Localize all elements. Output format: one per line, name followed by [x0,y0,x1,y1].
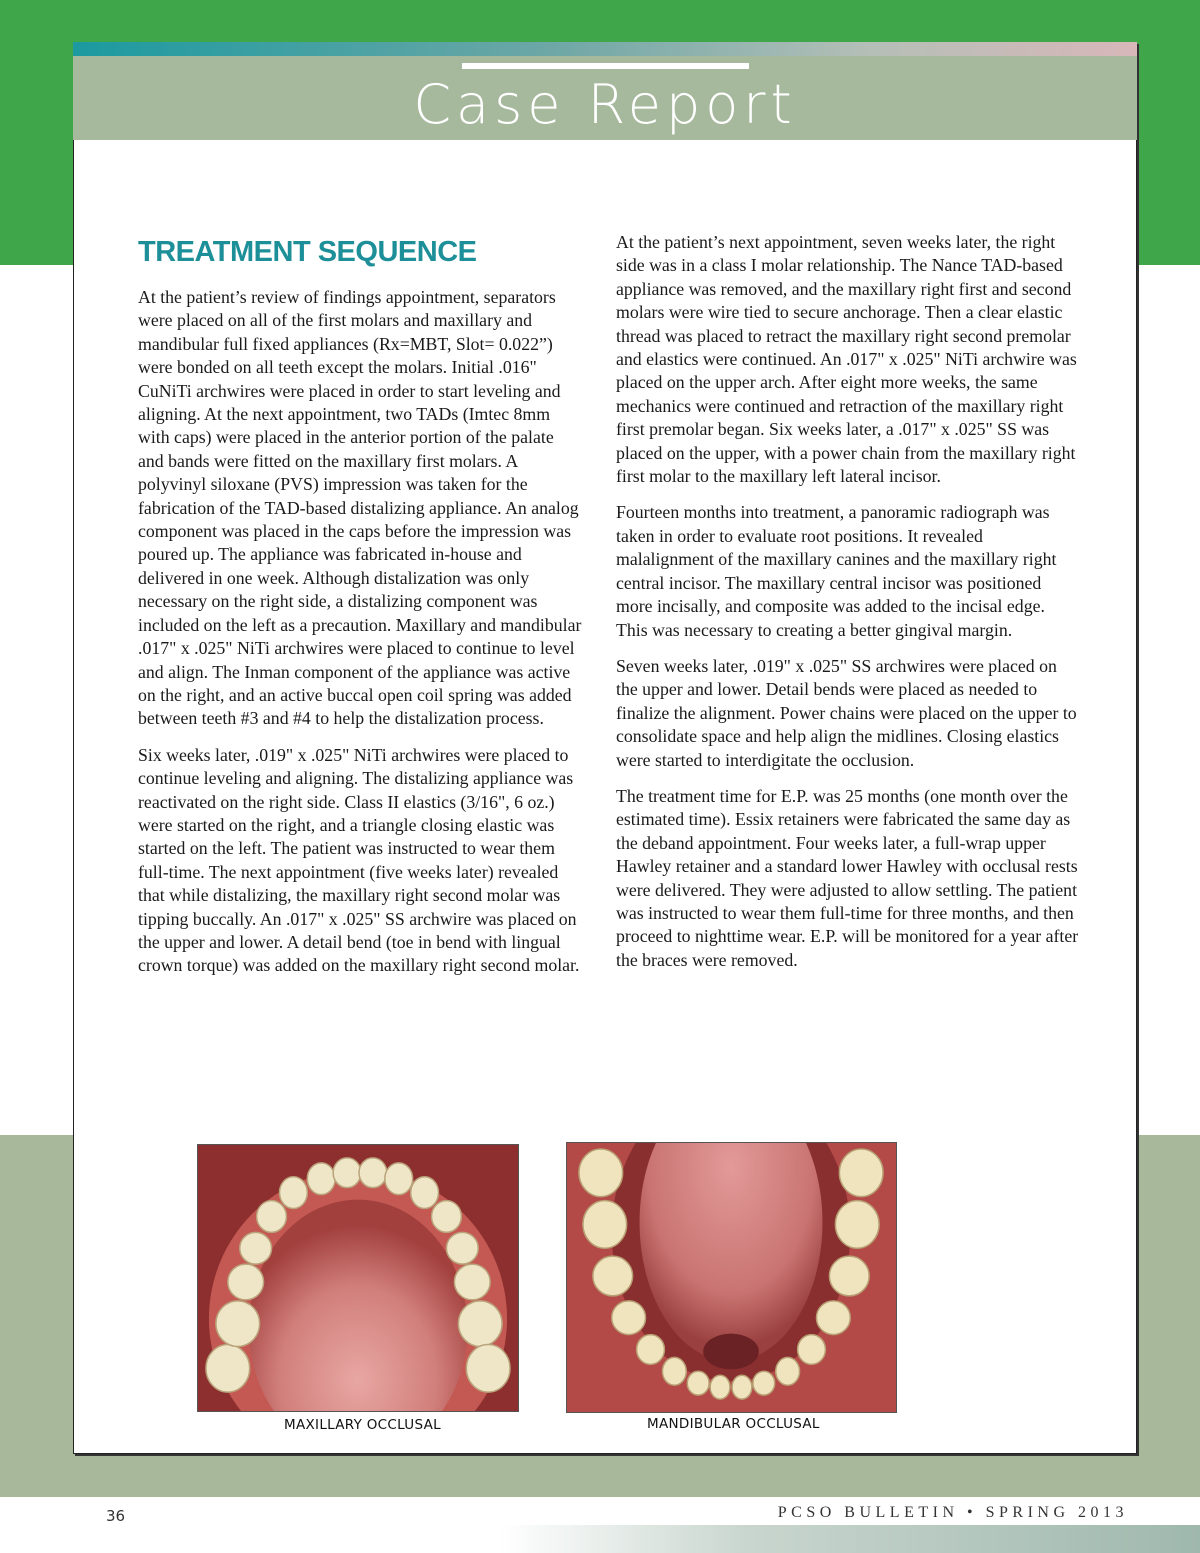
mandibular-caption: MANDIBULAR OCCLUSAL [647,1416,820,1432]
publication-footer: PCSO BULLETIN • SPRING 2013 [777,1504,1128,1521]
paragraph: Fourteen months into treatment, a panoramic radiograph was taken in order to evaluate root positions. It revealed malalignment of the maxillary canines and the maxillary right central incisor. The maxillary central incisor was positioned more incisally, and composite was added to the incisal edge. This was necessary to creating a better gingival margin. [616,502,1057,640]
header-gradient-strip [73,42,1137,56]
maxillary-caption: MAXILLARY OCCLUSAL [284,1417,441,1433]
mandibular-occlusal-photo [566,1142,897,1413]
paragraph: The treatment time for E.P. was 25 months (one month over the estimated time). Essix retainers were fabricated the same day as the deband appointment. Four weeks later, a full-wrap upper Hawley retainer and a standard lower Hawley with occlusal rests were delivered. They were adjusted to allow settling. The patient was instructed to wear them full-time for three months, and then proceed to nighttime wear. E.P. will be monitored for a year after the braces were removed. [616,785,1079,970]
article-column-right [616,231,1080,985]
paragraph: Six weeks later, .019" x .025" NiTi archwires were placed to continue leveling and aligning. The distalizing appliance was reactivated on the right side. Class II elastics (3/16", 6 oz.) were started on the right, and a triangle closing elastic was started on the left. The patient was instructed to wear them full-time. The next appointment (five weeks later) revealed that while distalizing, the maxillary right second molar was tipping buccally. An .017" x .025" SS archwire was placed on the upper and lower. A detail bend (toe in bend with lingual crown torque) was added on the maxillary right second molar. [138,744,580,976]
paragraph: At the patient’s review of findings appointment, separators were placed on all of the first molars and maxillary and mandibular full fixed appliances (Rx=MBT, Slot= 0.022”) were bonded on all teeth except the molars. Initial .016" CuNiTi archwires were placed in order to start leveling and aligning. At the next appointment, two TADs (Imtec 8mm with caps) were placed in the anterior portion of the palate and bands were fitted on the maxillary first molars. A polyvinyl siloxane (PVS) impression was taken for the fabrication of the TAD-based distalizing appliance. An analog component was placed in the caps before the impression was poured up. The appliance was fabricated in-house and delivered in one week. Although distalization was only necessary on the right side, a distalizing component was included on the left as a precaution. Maxillary and mandibular .017" x .025" NiTi archwires were placed to continue to level and align. The Inman component of the appliance was active on the right, and an active buccal open coil spring was added between teeth #3 and #4 to help the distalization process. [138,287,582,729]
footer-gradient [500,1525,1200,1553]
maxillary-occlusal-photo [197,1144,519,1412]
header-rule [462,63,749,69]
page-number: 36 [106,1507,126,1525]
paragraph: Seven weeks later, .019" x .025" SS archwires were placed on the upper and lower. Detail bends were placed as needed to finalize the alignment. Power chains were placed on the upper to consolidate space and help align the midlines. Closing elastics were started to interdigitate the occlusion. [616,655,1077,770]
article-column-left [138,286,583,991]
paragraph: At the patient’s next appointment, seven weeks later, the right side was in a class I molar relationship. The Nance TAD-based appliance was removed, and the maxillary right first and second molars were wire tied to secure anchorage. Then a clear elastic thread was placed to retract the maxillary right second premolar and elastics were continued. An .017" x .025" NiTi archwire was placed on the upper arch. After eight more weeks, the same mechanics were continued and retraction of the maxillary right first premolar began. Six weeks later, a .017" x .025" SS was placed on the upper, with a power chain from the maxillary right first molar to the maxillary left lateral incisor. [616,232,1077,487]
section-heading: TREATMENT SEQUENCE [138,236,477,268]
page-title: Case Report [413,73,797,136]
